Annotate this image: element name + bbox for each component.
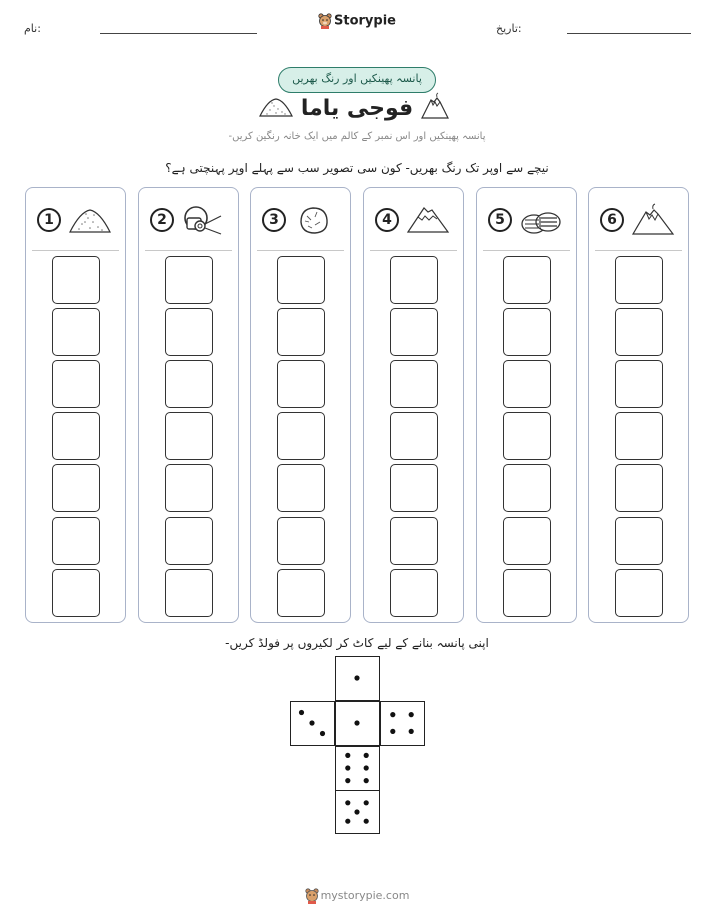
color-box[interactable]	[615, 569, 663, 617]
color-box[interactable]	[390, 464, 438, 512]
die-pip	[364, 800, 369, 805]
snowy-mountain-icon	[406, 202, 450, 238]
color-box[interactable]	[52, 464, 100, 512]
column-divider	[370, 250, 457, 251]
color-box[interactable]	[503, 517, 551, 565]
color-box[interactable]	[52, 360, 100, 408]
die-instruction: اپنی پانسہ بنانے کے لیے کاٹ کر لکیروں پر فولڈ کریں-	[225, 636, 489, 650]
volcano-icon	[631, 202, 675, 238]
brand-name: Storypie	[334, 13, 396, 29]
die-pip	[309, 720, 314, 725]
rock-icon	[293, 202, 337, 238]
color-box[interactable]	[165, 360, 213, 408]
color-box[interactable]	[503, 412, 551, 460]
column-divider	[483, 250, 570, 251]
color-box[interactable]	[615, 517, 663, 565]
column-divider	[145, 250, 232, 251]
activity-pill: پانسہ پھینکیں اور رنگ بھریں	[278, 67, 436, 93]
color-box[interactable]	[277, 517, 325, 565]
color-box[interactable]	[165, 308, 213, 356]
name-label: نام:	[24, 22, 41, 35]
sand-pile-icon	[68, 202, 112, 238]
die-pip	[409, 712, 414, 717]
die-pip	[390, 712, 395, 717]
color-box[interactable]	[390, 360, 438, 408]
date-line[interactable]	[567, 33, 691, 34]
die-pip	[320, 731, 325, 736]
column-5	[476, 187, 577, 623]
column-number: 3	[262, 208, 286, 232]
die-pip	[345, 765, 350, 770]
column-number: 2	[150, 208, 174, 232]
brand-logo	[0, 13, 714, 29]
die-pip	[364, 753, 369, 758]
die-pip	[364, 819, 369, 824]
die-face	[290, 701, 335, 746]
die-pip	[345, 778, 350, 783]
color-box[interactable]	[615, 256, 663, 304]
color-box[interactable]	[165, 464, 213, 512]
column-number: 5	[488, 208, 512, 232]
color-box[interactable]	[390, 517, 438, 565]
camera-icon	[181, 202, 225, 238]
footer-site	[0, 888, 714, 904]
die-pip	[364, 778, 369, 783]
date-label: تاریخ:	[496, 22, 522, 35]
die-face	[335, 701, 380, 746]
die-pip	[354, 809, 359, 814]
color-box[interactable]	[277, 569, 325, 617]
die-pip	[364, 765, 369, 770]
die-face	[335, 656, 380, 701]
color-box[interactable]	[52, 308, 100, 356]
color-box[interactable]	[503, 360, 551, 408]
color-box[interactable]	[615, 464, 663, 512]
color-box[interactable]	[503, 464, 551, 512]
bear-logo-small-icon	[305, 888, 319, 904]
color-box[interactable]	[165, 412, 213, 460]
color-box[interactable]	[277, 464, 325, 512]
die-pip	[299, 710, 304, 715]
color-box[interactable]	[165, 569, 213, 617]
color-box[interactable]	[615, 360, 663, 408]
column-1	[25, 187, 126, 623]
die-pip	[345, 819, 350, 824]
page-subtitle: پانسہ پھینکیں اور اس نمبر کے کالم میں ایک خانہ رنگین کریں-	[228, 131, 486, 142]
footer-site-text: mystorypie.com	[320, 889, 410, 902]
volcano-icon	[420, 92, 450, 120]
color-box[interactable]	[52, 256, 100, 304]
die-face	[335, 790, 380, 834]
die-pip	[409, 729, 414, 734]
bear-logo-icon	[318, 13, 332, 29]
column-number: 6	[600, 208, 624, 232]
color-box[interactable]	[503, 308, 551, 356]
color-box[interactable]	[503, 256, 551, 304]
column-2	[138, 187, 239, 623]
column-6	[588, 187, 689, 623]
column-4	[363, 187, 464, 623]
color-box[interactable]	[277, 412, 325, 460]
color-box[interactable]	[52, 412, 100, 460]
color-box[interactable]	[615, 308, 663, 356]
column-number: 1	[37, 208, 61, 232]
name-line[interactable]	[100, 33, 257, 34]
color-box[interactable]	[165, 517, 213, 565]
color-box[interactable]	[390, 256, 438, 304]
question-text: نیچے سے اوپر تک رنگ بھریں- کون سی تصویر سب سے پہلے اوپر پہنچتی ہے؟	[165, 161, 549, 175]
column-divider	[257, 250, 344, 251]
color-box[interactable]	[52, 569, 100, 617]
die-pip	[345, 800, 350, 805]
color-box[interactable]	[503, 569, 551, 617]
color-box[interactable]	[277, 308, 325, 356]
color-box[interactable]	[165, 256, 213, 304]
column-divider	[595, 250, 682, 251]
color-box[interactable]	[277, 256, 325, 304]
color-box[interactable]	[390, 569, 438, 617]
column-number: 4	[375, 208, 399, 232]
die-pip	[345, 753, 350, 758]
sandals-icon	[519, 202, 563, 238]
column-3	[250, 187, 351, 623]
color-box[interactable]	[277, 360, 325, 408]
die-pip	[354, 720, 359, 725]
color-box[interactable]	[615, 412, 663, 460]
die-pip	[354, 675, 359, 680]
page-title: فوجی یاما	[300, 96, 414, 121]
die-pip	[390, 729, 395, 734]
color-box[interactable]	[390, 412, 438, 460]
column-divider	[32, 250, 119, 251]
die-face	[380, 701, 425, 746]
color-box[interactable]	[390, 308, 438, 356]
die-face	[335, 746, 380, 791]
color-box[interactable]	[52, 517, 100, 565]
